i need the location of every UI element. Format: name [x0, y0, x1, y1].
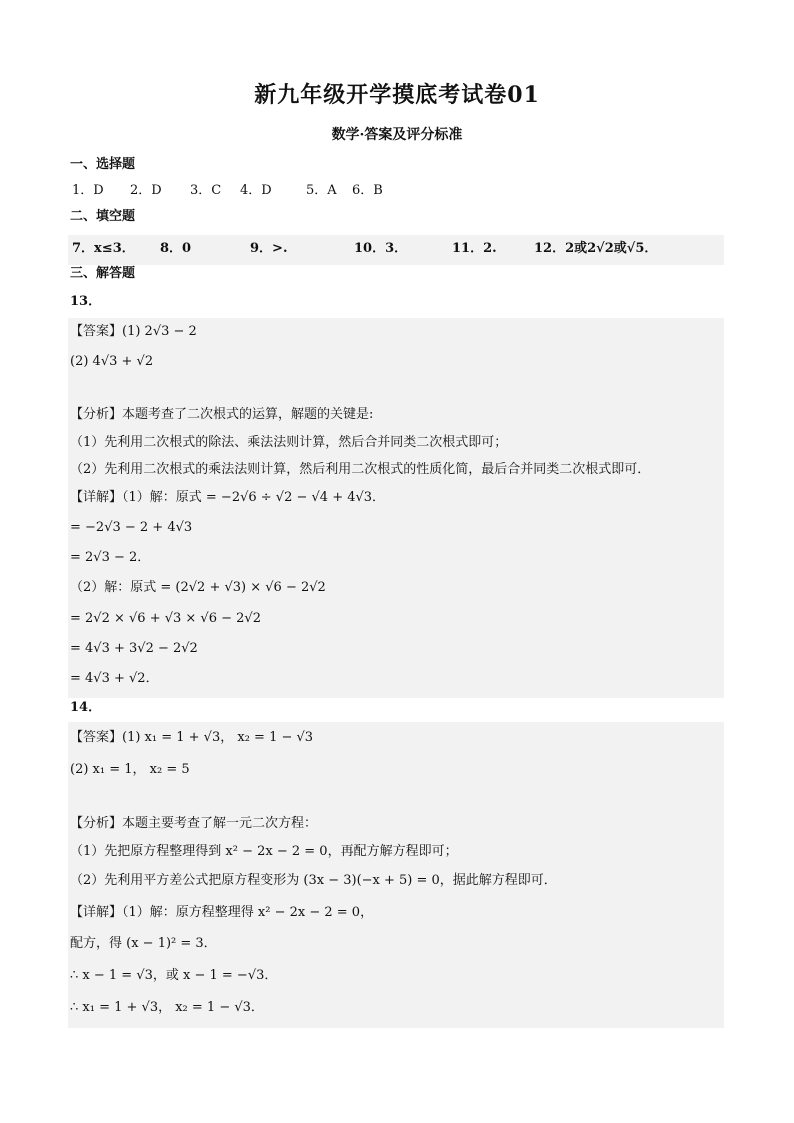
fill-answer: 7．x≤3．: [72, 241, 135, 256]
choice-answer: 2．D: [130, 183, 162, 198]
page-subtitle: 数学·答案及评分标准: [331, 127, 463, 143]
q14-answer-2: (2) x₁ = 1， x₂ = 5: [70, 762, 190, 777]
q13-detail-5: = 2√2 × √6 + √3 × √6 − 2√2: [70, 611, 261, 626]
q13-detail-1: 【详解】（1）解：原式 = −2√6 ÷ √2 − √4 + 4√3．: [70, 490, 386, 505]
q14-detail-3: ∴ x − 1 = √3，或 x − 1 = −√3．: [70, 968, 278, 983]
question-number-14: 14．: [70, 700, 102, 715]
section-heading-choice: 一、选择题: [70, 157, 136, 172]
choice-answer: 4．D: [240, 183, 272, 198]
choice-answer: 6．B: [352, 183, 383, 198]
q14-detail-1: 【详解】（1）解：原方程整理得 x² − 2x − 2 = 0，: [70, 905, 374, 920]
q13-analysis-1: 【分析】本题考查了二次根式的运算，解题的关键是:: [70, 407, 374, 422]
q13-answer-1: 【答案】(1) 2√3 − 2: [70, 324, 197, 339]
page-title: 新九年级开学摸底考试卷01: [254, 82, 540, 108]
fill-answer: 10．3．: [354, 241, 408, 256]
q13-detail-4: （2）解：原式 = (2√2 + √3) × √6 − 2√2: [70, 580, 326, 595]
q14-analysis-3: （2）先利用平方差公式把原方程变形为 (3x − 3)(−x + 5) = 0，据此解方程即可．: [70, 873, 557, 888]
q14-detail-2: 配方，得 (x − 1)² = 3．: [70, 936, 217, 951]
q13-detail-3: = 2√3 − 2．: [70, 550, 151, 565]
q14-analysis-1: 【分析】本题主要考查了解一元二次方程：: [70, 816, 318, 831]
fill-answer: 8．0: [160, 241, 192, 256]
q14-answer-1: 【答案】(1) x₁ = 1 + √3， x₂ = 1 − √3: [70, 730, 314, 745]
q13-detail-6: = 4√3 + 3√2 − 2√2: [70, 641, 198, 656]
choice-answer: 3．C: [190, 183, 222, 198]
question-number-13: 13．: [70, 294, 102, 309]
q13-analysis-2: （1）先利用二次根式的除法、乘法法则计算，然后合并同类二次根式即可；: [70, 435, 508, 450]
fill-answer: 12．2或2√2或√5．: [534, 241, 658, 256]
q14-analysis-2: （1）先把原方程整理得到 x² − 2x − 2 = 0，再配方解方程即可；: [70, 844, 458, 859]
q13-detail-7: = 4√3 + √2．: [70, 671, 159, 686]
q13-analysis-3: （2）先利用二次根式的乘法法则计算，然后利用二次根式的性质化简，最后合并同类二次根式即可．: [70, 462, 651, 477]
q13-answer-2: (2) 4√3 + √2: [70, 354, 154, 369]
fill-answer: 9．>.: [250, 241, 288, 256]
q13-detail-2: = −2√3 − 2 + 4√3: [70, 520, 193, 535]
choice-answer: 1．D: [72, 183, 104, 198]
choice-answer: 5．A: [306, 183, 337, 198]
fill-answer: 11．2.: [452, 241, 497, 256]
q14-detail-4: ∴ x₁ = 1 + √3， x₂ = 1 − √3．: [70, 1000, 264, 1015]
section-heading-solve: 三、解答题: [70, 266, 136, 281]
section-heading-fill: 二、填空题: [70, 209, 136, 224]
